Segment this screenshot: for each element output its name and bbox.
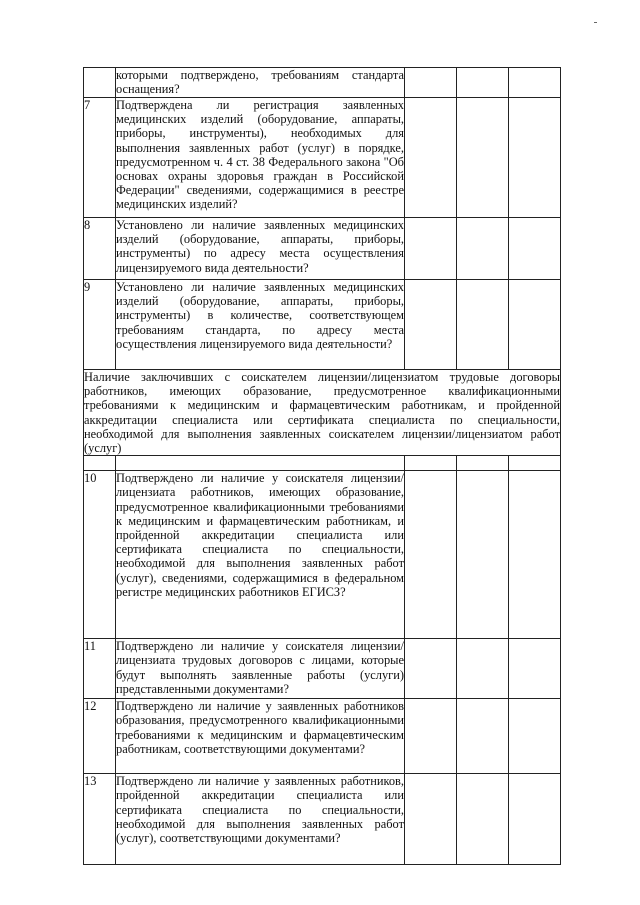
checklist-body: [84, 68, 561, 865]
answer-cell-note: [509, 98, 561, 218]
row-number: 12: [84, 699, 116, 774]
row-number: 9: [84, 280, 116, 370]
answer-cell-no: [457, 68, 509, 98]
section-heading: Наличие заключивших с соискателем лицензии/лицензиатом трудовые договоры работников, имеющих образование, предусмотренное квалификационными требованиями к медицинским и фармацевтическим работникам, и пройденной аккредитации специалиста или сертификата специалиста по специальности, необходимой для выполнения заявленных соискателем лицензии/лицензиатом работ (услуг): [84, 370, 560, 456]
row-number: 13: [84, 774, 116, 865]
answer-cell-no: [457, 639, 509, 699]
answer-cell-note: [509, 774, 561, 865]
spacer-cell: [509, 456, 561, 471]
answer-cell-yes: [405, 639, 457, 699]
answer-cell-yes: [405, 68, 457, 98]
page-corner-mark: [594, 22, 597, 23]
table-row: [84, 218, 561, 280]
answer-cell-no: [457, 98, 509, 218]
row-number: 8: [84, 218, 116, 280]
question-text: Подтверждено ли наличие у соискателя лицензии/лицензиата работников, имеющих образование, предусмотренное квалификационными требованиями к медицинским и фармацевтическим работникам, и пройденной аккредитации специалиста или сертификата специалиста по специальности, необходимой для выполнения заявленных работ (услуг), сведениями, содержащимися в федеральном регистре медицинских работников ЕГИСЗ?: [116, 471, 405, 639]
question-text: Подтверждено ли наличие у соискателя лицензии/лицензиата трудовых договоров с лицами, которые будут выполнять заявленные работы (услуги) представленными документами?: [116, 639, 405, 699]
table-row: [84, 98, 561, 218]
table-row: [84, 280, 561, 370]
table-row: [84, 699, 561, 774]
question-text: Подтверждено ли наличие у заявленных работников образования, предусмотренного квалификационными требованиями к медицинским и фармацевтическим работникам, соответствующими документами?: [116, 699, 405, 774]
table-row: [84, 471, 561, 639]
table-row: [84, 639, 561, 699]
answer-cell-note: [509, 471, 561, 639]
answer-cell-note: [509, 280, 561, 370]
spacer-cell: [84, 456, 116, 471]
row-number: 7: [84, 98, 116, 218]
spacer-cell: [116, 456, 405, 471]
answer-cell-yes: [405, 774, 457, 865]
spacer-cell: [405, 456, 457, 471]
answer-cell-yes: [405, 699, 457, 774]
row-number: [84, 68, 116, 98]
checklist-table: [83, 67, 561, 865]
question-text: Подтверждено ли наличие у заявленных работников, пройденной аккредитации специалиста или сертификата специалиста по специальности, необходимой для выполнения заявленных работ (услуг), соответствующими документами?: [116, 774, 405, 865]
answer-cell-note: [509, 699, 561, 774]
answer-cell-yes: [405, 280, 457, 370]
answer-cell-yes: [405, 218, 457, 280]
answer-cell-note: [509, 218, 561, 280]
section-row: [84, 370, 561, 456]
answer-cell-yes: [405, 471, 457, 639]
answer-cell-note: [509, 639, 561, 699]
answer-cell-no: [457, 218, 509, 280]
answer-cell-no: [457, 699, 509, 774]
question-text: Установлено ли наличие заявленных медицинских изделий (оборудование, аппараты, приборы, инструменты) по адресу места осуществления лицензируемого вида деятельности?: [116, 218, 405, 280]
spacer-cell: [457, 456, 509, 471]
table-row: [84, 68, 561, 98]
row-number: 10: [84, 471, 116, 639]
answer-cell-no: [457, 471, 509, 639]
question-text: Подтверждена ли регистрация заявленных медицинских изделий (оборудование, аппараты, приборы, инструменты), необходимых для выполнения заявленных работ (услуг) в порядке, предусмотренном ч. 4 ст. 38 Федерального закона "Об основах охраны здоровья граждан в Российской Федерации" сведениями, содержащимися в реестре медицинских изделий?: [116, 98, 405, 218]
answer-cell-no: [457, 280, 509, 370]
answer-cell-no: [457, 774, 509, 865]
question-text: которыми подтверждено, требованиям стандарта оснащения?: [116, 68, 404, 97]
table-row: [84, 774, 561, 865]
answer-cell-note: [509, 68, 561, 98]
spacer-row: [84, 456, 561, 471]
answer-cell-yes: [405, 98, 457, 218]
row-number: 11: [84, 639, 116, 699]
question-text: Установлено ли наличие заявленных медицинских изделий (оборудование, аппараты, приборы, инструменты) в количестве, соответствующем требованиям стандарта, по адресу места осуществления лицензируемого вида деятельности?: [116, 280, 405, 370]
